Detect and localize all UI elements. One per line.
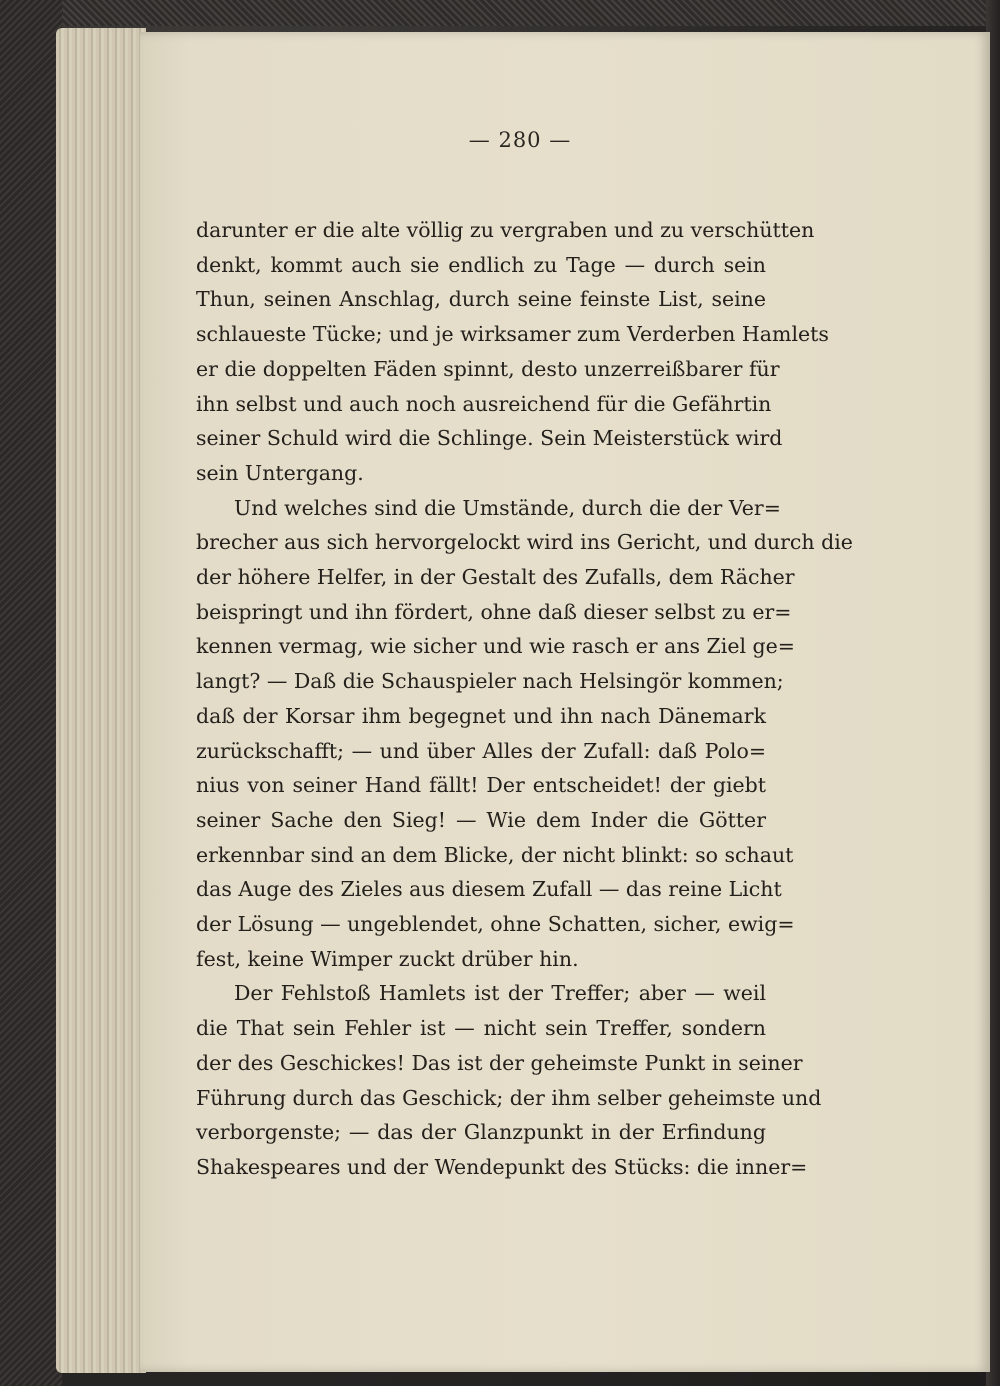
text-line: kennen vermag, wie sicher und wie rasch er ans Ziel ge= [196,634,795,659]
text-line: erkennbar sind an dem Blicke, der nicht blinkt: so schaut [196,842,794,867]
text-line: beispringt und ihn fördert, ohne daß dieser selbst zu er= [196,599,792,624]
text-line: Thun, seinen Anschlag, durch seine feinste List, seine [196,287,766,312]
text-line: seiner Schuld wird die Schlinge. Sein Meisterstück wird [196,426,783,451]
text-line: das Auge des Zieles aus diesem Zufall — das reine Licht [196,877,782,902]
text-line: zurückschafft; — und über Alles der Zufall: daß Polo= [196,738,766,763]
text-line: Shakespeares und der Wendepunkt des Stücks: die inner= [196,1154,808,1179]
text-line: nius von seiner Hand fällt! Der entscheidet! der giebt [196,773,766,798]
text-line: er die doppelten Fäden spinnt, desto unzerreißbarer für [196,356,780,381]
cover-left-edge [0,0,62,1386]
text-line: denkt, kommt auch sie endlich zu Tage — durch sein [196,252,766,277]
text-line: der des Geschickes! Das ist der geheimste Punkt in seiner [196,1050,803,1075]
text-line: Führung durch das Geschick; der ihm selber geheimste und [196,1085,822,1110]
text-line: der höhere Helfer, in der Gestalt des Zufalls, dem Rächer [196,565,795,589]
text-line: schlaueste Tücke; und je wirksamer zum Verderben Hamlets [196,322,829,347]
text-line: daß der Korsar ihm begegnet und ihn nach Dänemark [196,703,766,728]
text-line: Und welches sind die Umstände, durch die der Ver= [234,495,781,520]
cover-top-edge [0,0,1000,26]
page-number: — 280 — [468,128,572,152]
text-line: langt? — Daß die Schauspieler nach Helsingör kommen; [196,669,784,694]
page-edges [56,28,146,1373]
text-line: darunter er die alte völlig zu vergraben und zu verschütten [196,218,815,242]
text-line: seiner Sache den Sieg! — Wie dem Inder die Götter [196,807,766,832]
text-line: sein Untergang. [196,460,364,485]
text-line: die That sein Fehler ist — nicht sein Treffer, sondern [196,1016,766,1041]
text-line: fest, keine Wimper zuckt drüber hin. [196,946,579,971]
text-line: ihn selbst und auch noch ausreichend für die Gefährtin [196,391,772,416]
text-line: Der Fehlstoß Hamlets ist der Treffer; aber — weil [234,981,766,1006]
text-line: der Lösung — ungeblendet, ohne Schatten, sicher, ewig= [196,912,795,936]
text-line: brecher aus sich hervorgelockt wird ins Gericht, und durch die [196,530,853,555]
text-line: verborgenste; — das der Glanzpunkt in der Erfindung [196,1120,766,1145]
